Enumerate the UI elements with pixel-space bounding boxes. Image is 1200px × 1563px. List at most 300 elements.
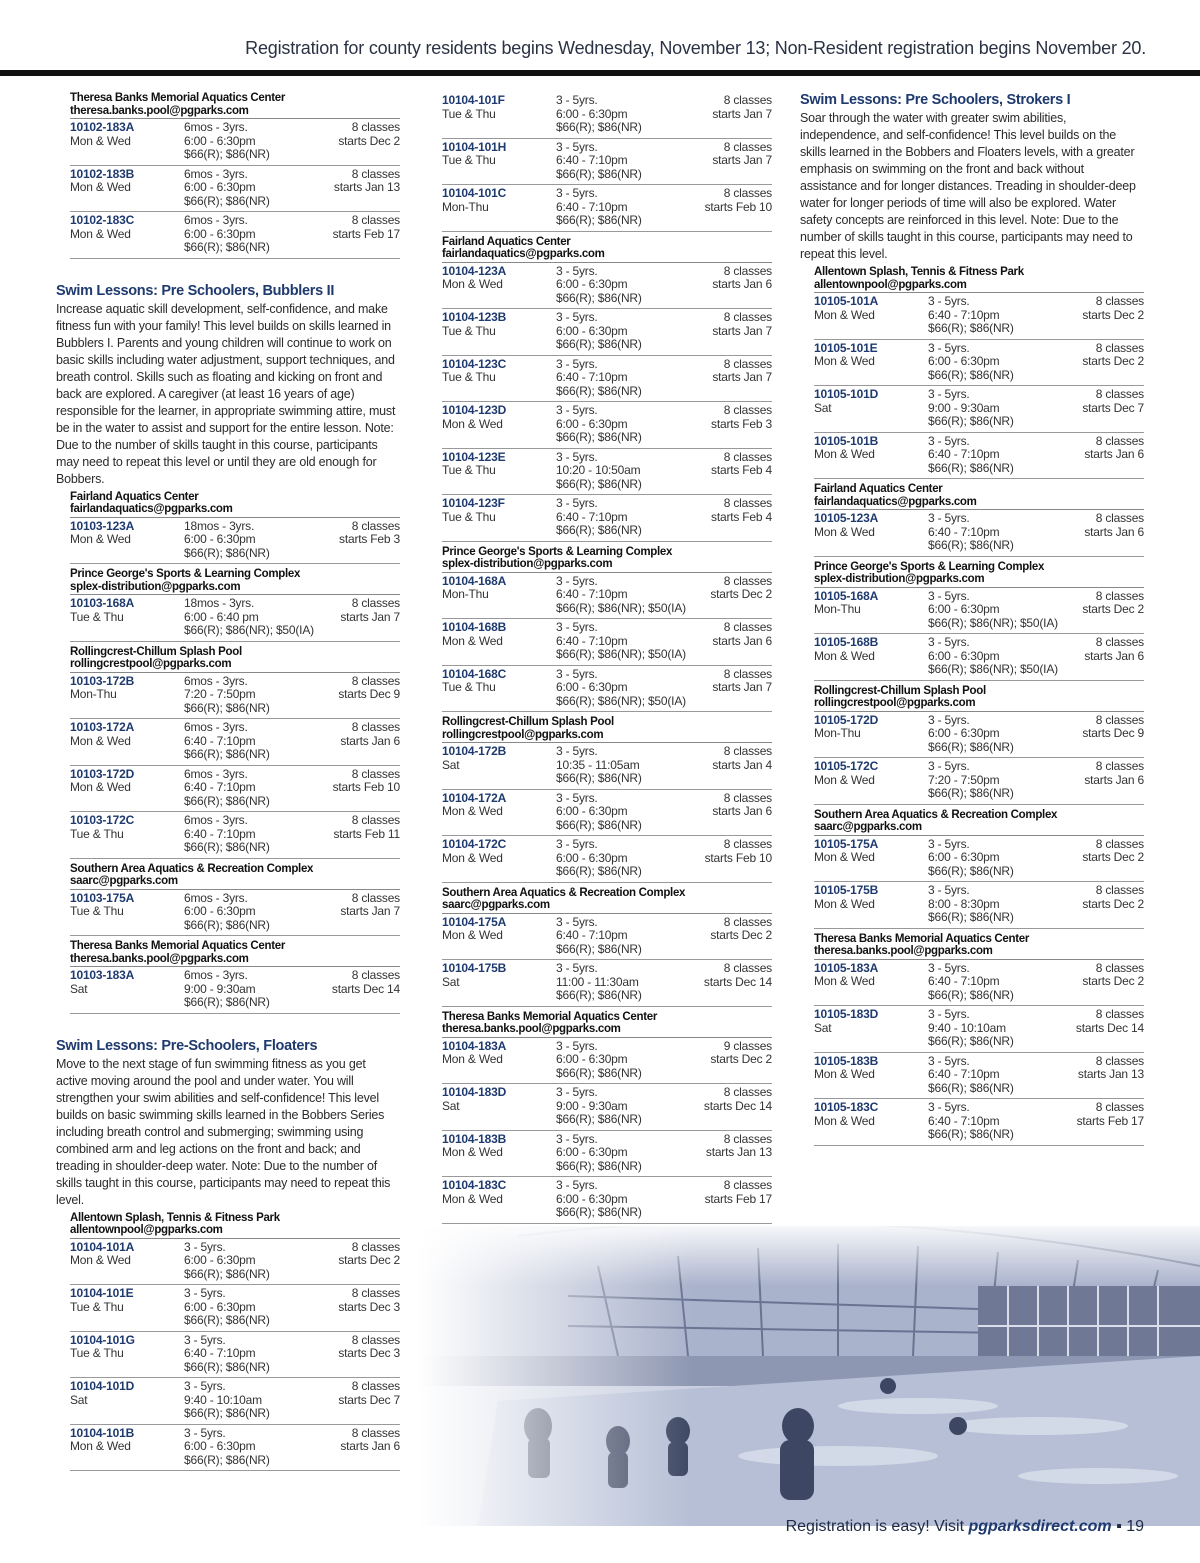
course-days: Mon & Wed (70, 532, 131, 546)
course-time: 6:40 - 7:10pm (928, 1113, 1000, 1128)
course-days: Sat (814, 1020, 832, 1035)
venue-name: Southern Area Aquatics & Recreation Complex (814, 808, 1058, 821)
course-classes: 8 classes (351, 1332, 400, 1347)
course-id-cell (70, 168, 184, 209)
course-row (814, 340, 1144, 387)
venue-email-link[interactable]: fairlandaquatics@pgparks.com (814, 496, 1144, 511)
course-time: 6:40 - 7:10pm (556, 509, 628, 524)
course-id-cell (70, 1380, 184, 1421)
course-id-cell (814, 435, 928, 476)
course-time: 6:00 - 6:30pm (556, 1191, 628, 1206)
course-ages: 3 - 5yrs. (556, 744, 598, 758)
section-description: Move to the next stage of fun swimming fitness as you get active moving around the pool and under water. You will strengthen your swim abilities and self-confidence! This level builds on basic swimming skills learned in the Bobbers Series including breath control and submerging; swimming using combined arm and leg actions on the front and back; and treading in shoulder-deep water. Note: Due to the number of skills taught in this course, participants may need to repeat this level. (56, 1056, 391, 1207)
course-code: 10103-172C (70, 813, 135, 827)
course-details-cell (184, 1287, 338, 1328)
course-ages: 3 - 5yrs. (556, 790, 598, 805)
course-days: Mon-Thu (442, 587, 489, 601)
course-row (70, 595, 400, 642)
course-days: Mon-Thu (814, 726, 861, 740)
course-days: Tue & Thu (442, 323, 496, 338)
venue-name: Rollingcrest-Chillum Splash Pool (442, 716, 614, 728)
course-classes: 8 classes (1095, 836, 1144, 851)
venue-name: Fairland Aquatics Center (70, 490, 199, 503)
course-fee: $66(R); $86(NR); $50(IA) (556, 600, 686, 615)
course-fee: $66(R); $86(NR) (184, 1406, 270, 1420)
course-details-cell (184, 1380, 338, 1421)
course-details-cell (556, 838, 705, 879)
venue-email-link[interactable]: splex-distribution@pgparks.com (70, 581, 400, 596)
course-classes: 8 classes (351, 1425, 400, 1440)
course-row (814, 1099, 1144, 1146)
course-days: Sat (442, 974, 460, 989)
course-start: starts Feb 3 (339, 532, 400, 546)
course-schedule-cell (338, 1334, 400, 1375)
venue-email-link[interactable]: saarc@pgparks.com (442, 899, 772, 914)
course-schedule-cell (334, 168, 400, 209)
course-days: Mon & Wed (442, 1052, 503, 1066)
venue-email-link[interactable]: saarc@pgparks.com (814, 821, 1144, 836)
course-fee: $66(R); $86(NR) (928, 910, 1014, 924)
course-days: Mon & Wed (442, 277, 503, 291)
course-classes: 8 classes (723, 744, 772, 758)
course-schedule-cell (710, 916, 772, 957)
course-row (70, 1332, 400, 1379)
course-start: starts Dec 2 (338, 1253, 400, 1267)
course-start: starts Jan 7 (712, 370, 772, 384)
course-schedule-cell (1082, 295, 1144, 336)
course-code: 10104-175A (442, 914, 507, 929)
course-id-cell (814, 714, 928, 755)
course-code: 10104-123A (442, 263, 507, 278)
course-start: starts Jan 7 (340, 904, 400, 918)
course-code: 10104-172C (442, 837, 507, 851)
course-days: Mon & Wed (814, 447, 875, 461)
course-details-cell (556, 621, 712, 662)
course-time: 6:00 - 6:30pm (928, 726, 1000, 740)
course-classes: 8 classes (351, 518, 400, 533)
course-days: Mon & Wed (814, 524, 875, 539)
course-time: 6:00 - 6:30pm (184, 226, 256, 241)
course-details-cell (556, 575, 710, 616)
venue-email-link[interactable]: fairlandaquatics@pgparks.com (70, 503, 400, 518)
course-ages: 3 - 5yrs. (928, 1100, 970, 1114)
course-fee: $66(R); $86(NR) (928, 1127, 1014, 1141)
course-start: starts Jan 7 (712, 153, 772, 167)
course-days: Mon & Wed (70, 1439, 131, 1453)
course-days: Sat (70, 1392, 88, 1407)
course-id-cell (70, 1241, 184, 1282)
venue-email-link[interactable]: allentownpool@pgparks.com (814, 279, 1144, 294)
course-classes: 8 classes (723, 310, 772, 324)
venue-email-link[interactable]: rollingcrestpool@pgparks.com (814, 697, 1144, 712)
course-classes: 8 classes (723, 403, 772, 417)
course-code: 10105-168B (814, 635, 879, 649)
course-classes: 8 classes (1095, 1100, 1144, 1114)
course-ages: 3 - 5yrs. (928, 294, 970, 308)
course-ages: 6mos - 3yrs. (184, 968, 248, 982)
course-ages: 3 - 5yrs. (556, 93, 598, 107)
course-time: 6:00 - 6:30pm (928, 850, 1000, 864)
course-fee: $66(R); $86(NR) (184, 917, 270, 932)
course-days: Tue & Thu (442, 463, 496, 477)
course-fee: $66(R); $86(NR) (556, 1205, 642, 1219)
course-days: Tue & Thu (70, 826, 124, 841)
course-schedule-cell (704, 962, 772, 1003)
course-days: Mon & Wed (442, 1191, 503, 1206)
course-schedule-cell (712, 94, 772, 135)
footer-website-link[interactable]: pgparksdirect.com (968, 1518, 1112, 1535)
course-fee: $66(R); $86(NR) (556, 817, 642, 832)
course-classes: 8 classes (723, 139, 772, 154)
course-details-cell (556, 1086, 704, 1127)
course-classes: 8 classes (1095, 433, 1144, 448)
course-classes: 8 classes (723, 449, 772, 464)
course-details-cell (184, 597, 340, 638)
course-fee: $66(R); $86(NR) (184, 240, 270, 254)
course-fee: $66(R); $86(NR) (184, 147, 270, 161)
course-start: starts Jan 7 (712, 106, 772, 121)
course-time: 6:00 - 6:30pm (184, 532, 256, 546)
venue-email-link[interactable]: theresa.banks.pool@pgparks.com (814, 945, 1144, 960)
course-id-cell (814, 1055, 928, 1096)
course-code: 10102-183C (70, 213, 135, 227)
venue-email-link[interactable]: theresa.banks.pool@pgparks.com (70, 953, 400, 968)
course-fee: $66(R); $86(NR) (184, 1266, 270, 1281)
course-details-cell (556, 792, 712, 833)
course-code: 10104-123E (442, 449, 506, 464)
program-section (56, 92, 400, 259)
course-details-cell (184, 1427, 340, 1468)
course-ages: 6mos - 3yrs. (184, 813, 248, 827)
course-schedule-cell (1078, 1055, 1144, 1096)
venue-block (442, 546, 772, 713)
course-details-cell (928, 760, 1084, 801)
course-start: starts Feb 10 (704, 199, 772, 214)
course-ages: 3 - 5yrs. (928, 340, 970, 355)
section-title: Swim Lessons: Pre-Schoolers, Floaters (56, 1037, 318, 1054)
course-ages: 3 - 5yrs. (556, 961, 598, 975)
course-row (442, 1177, 772, 1224)
course-fee: $66(R); $86(NR) (928, 739, 1014, 754)
course-days: Tue & Thu (442, 370, 496, 384)
course-days: Tue & Thu (70, 1346, 124, 1360)
course-schedule-cell (705, 187, 772, 228)
course-classes: 8 classes (351, 968, 400, 982)
course-row (442, 666, 772, 713)
course-id-cell (442, 621, 556, 662)
course-fee: $66(R); $86(NR) (556, 213, 642, 227)
course-days: Sat (442, 757, 460, 772)
course-code: 10104-101A (70, 1239, 135, 1254)
course-classes: 8 classes (723, 1085, 772, 1099)
course-row (442, 790, 772, 837)
course-fee: $66(R); $86(NR); $50(IA) (928, 662, 1058, 676)
venue-email-link[interactable]: theresa.banks.pool@pgparks.com (442, 1023, 772, 1038)
course-time: 9:00 - 9:30am (184, 981, 256, 996)
course-row (70, 967, 400, 1014)
course-id-cell (814, 512, 928, 553)
course-time: 6:00 - 6:30pm (556, 804, 628, 818)
venue-block (70, 1212, 400, 1472)
course-ages: 3 - 5yrs. (928, 960, 970, 975)
course-time: 6:40 - 7:10pm (928, 447, 1000, 461)
course-ages: 3 - 5yrs. (928, 836, 970, 851)
course-fee: $66(R); $86(NR) (184, 747, 270, 761)
course-classes: 8 classes (351, 1379, 400, 1393)
course-code: 10103-175A (70, 890, 135, 905)
program-section (56, 1014, 400, 1472)
course-days: Sat (70, 981, 88, 996)
course-days: Mon & Wed (70, 133, 131, 148)
course-fee: $66(R); $86(NR) (556, 1112, 642, 1126)
venue-email-link[interactable]: theresa.banks.pool@pgparks.com (70, 105, 400, 120)
course-classes: 8 classes (351, 1286, 400, 1300)
course-ages: 6mos - 3yrs. (184, 890, 248, 905)
course-code: 10104-101D (70, 1379, 135, 1393)
course-time: 6:00 - 6:30pm (184, 1439, 256, 1453)
course-code: 10103-172B (70, 673, 135, 688)
course-schedule-cell (705, 838, 772, 879)
course-time: 6:00 - 6:30pm (184, 1253, 256, 1267)
course-row (442, 573, 772, 620)
course-classes: 8 classes (723, 356, 772, 371)
venue-email-link[interactable]: saarc@pgparks.com (70, 875, 400, 890)
course-row (70, 812, 400, 859)
course-ages: 3 - 5yrs. (556, 1131, 598, 1146)
venue-email-link[interactable]: allentownpool@pgparks.com (70, 1224, 400, 1239)
course-days: Sat (814, 400, 832, 415)
course-ages: 3 - 5yrs. (556, 139, 598, 154)
course-start: starts Jan 6 (712, 804, 772, 818)
course-schedule-cell (712, 141, 772, 182)
section-title: Swim Lessons: Pre Schoolers, Bubblers II (56, 282, 335, 299)
course-classes: 8 classes (1095, 960, 1144, 975)
course-row (442, 449, 772, 496)
venue-name: Rollingcrest-Chillum Splash Pool (70, 645, 242, 658)
course-code: 10104-101G (70, 1332, 135, 1347)
course-ages: 3 - 5yrs. (184, 1239, 226, 1254)
course-days: Sat (442, 1098, 460, 1113)
venue-block (70, 863, 400, 937)
course-fee: $66(R); $86(NR) (184, 1452, 270, 1467)
venue-email-link[interactable]: splex-distribution@pgparks.com (814, 573, 1144, 588)
course-code: 10104-123D (442, 403, 507, 417)
course-row (70, 212, 400, 259)
course-fee: $66(R); $86(NR) (928, 538, 1014, 552)
course-row (814, 293, 1144, 340)
course-id-cell (442, 838, 556, 879)
course-details-cell (556, 962, 704, 1003)
course-fee: $66(R); $86(NR) (556, 430, 642, 444)
course-classes: 8 classes (1095, 635, 1144, 649)
course-classes: 8 classes (351, 813, 400, 827)
venue-block (70, 646, 400, 859)
course-start: starts Jan 6 (1084, 447, 1144, 461)
course-id-cell (70, 892, 184, 933)
course-classes: 8 classes (1095, 340, 1144, 355)
course-row (442, 356, 772, 403)
course-ages: 3 - 5yrs. (928, 511, 970, 525)
course-start: starts Feb 17 (704, 1191, 772, 1206)
course-code: 10104-101F (442, 93, 505, 107)
course-time: 9:40 - 10:10am (184, 1392, 262, 1407)
course-code: 10104-101B (70, 1425, 135, 1440)
course-classes: 8 classes (723, 837, 772, 851)
course-details-cell (184, 1334, 338, 1375)
course-code: 10105-123A (814, 511, 879, 525)
venue-email-link[interactable]: fairlandaquatics@pgparks.com (442, 248, 772, 263)
course-classes: 8 classes (723, 1178, 772, 1192)
course-time: 6:40 - 7:10pm (184, 780, 256, 794)
course-schedule-cell (332, 969, 400, 1010)
course-row (442, 1131, 772, 1178)
course-ages: 3 - 5yrs. (928, 387, 970, 401)
course-fee: $66(R); $86(NR) (928, 987, 1014, 1002)
course-fee: $66(R); $86(NR) (928, 367, 1014, 382)
course-ages: 3 - 5yrs. (556, 620, 598, 634)
course-classes: 8 classes (723, 263, 772, 278)
course-code: 10105-183D (814, 1007, 879, 1021)
course-ages: 6mos - 3yrs. (184, 120, 248, 134)
venue-block (442, 92, 772, 232)
course-ages: 3 - 5yrs. (928, 1007, 970, 1021)
venue-email-link[interactable]: rollingcrestpool@pgparks.com (70, 658, 400, 673)
course-time: 6:00 - 6:30pm (556, 680, 628, 694)
course-id-cell (442, 1133, 556, 1174)
venue-block (70, 568, 400, 642)
course-schedule-cell (711, 404, 772, 445)
course-code: 10105-183B (814, 1053, 879, 1068)
course-ages: 6mos - 3yrs. (184, 673, 248, 688)
course-start: starts Feb 17 (1076, 1113, 1144, 1128)
venue-name: Theresa Banks Memorial Aquatics Center (442, 1010, 658, 1023)
venue-name: Prince George's Sports & Learning Complex (442, 545, 673, 558)
course-details-cell (184, 121, 338, 162)
course-ages: 3 - 5yrs. (184, 1286, 226, 1300)
program-section (800, 92, 1144, 1146)
course-row (442, 1084, 772, 1131)
program-section (56, 259, 400, 1014)
course-schedule-cell (340, 721, 400, 762)
course-ages: 3 - 5yrs. (556, 263, 598, 278)
course-id-cell (70, 1427, 184, 1468)
course-row (442, 495, 772, 542)
course-row (442, 619, 772, 666)
venue-name: Theresa Banks Memorial Aquatics Center (814, 932, 1030, 945)
course-start: starts Dec 2 (710, 587, 772, 601)
course-row (70, 719, 400, 766)
course-ages: 6mos - 3yrs. (184, 766, 248, 781)
header-rule (0, 70, 1200, 76)
course-start: starts Dec 9 (338, 687, 400, 701)
course-time: 6:40 - 7:10pm (556, 199, 628, 214)
course-days: Mon & Wed (442, 850, 503, 865)
course-code: 10105-101E (814, 340, 878, 355)
course-row (70, 119, 400, 166)
course-time: 9:00 - 9:30am (556, 1098, 628, 1113)
course-start: starts Feb 11 (333, 826, 400, 841)
course-time: 6:40 - 7:10pm (928, 1067, 1000, 1081)
course-days: Tue & Thu (442, 106, 496, 121)
course-id-cell (814, 962, 928, 1003)
course-row (70, 766, 400, 813)
course-start: starts Dec 2 (710, 928, 772, 942)
course-start: starts Dec 2 (1082, 602, 1144, 616)
course-details-cell (928, 295, 1082, 336)
course-code: 10104-183A (442, 1038, 507, 1053)
course-schedule-cell (340, 892, 400, 933)
course-start: starts Dec 7 (1082, 400, 1144, 415)
course-id-cell (442, 668, 556, 709)
course-schedule-cell (1076, 1008, 1144, 1049)
course-days: Tue & Thu (70, 904, 124, 918)
course-time: 6:40 - 7:10pm (184, 1346, 256, 1360)
course-classes: 8 classes (1095, 387, 1144, 401)
course-start: starts Jan 6 (712, 633, 772, 648)
course-details-cell (556, 141, 712, 182)
course-classes: 8 classes (723, 93, 772, 107)
course-code: 10104-175B (442, 961, 507, 975)
course-classes: 8 classes (1095, 294, 1144, 308)
course-details-cell (556, 187, 705, 228)
course-row (442, 1038, 772, 1085)
course-classes: 8 classes (1095, 1053, 1144, 1068)
section-title: Swim Lessons: Pre Schoolers, Strokers I (800, 92, 1071, 108)
course-details-cell (556, 404, 711, 445)
course-ages: 3 - 5yrs. (556, 356, 598, 371)
course-fee: $66(R); $86(NR); $50(IA) (928, 615, 1058, 630)
course-details-cell (556, 1179, 705, 1220)
venue-email-link[interactable]: rollingcrestpool@pgparks.com (442, 729, 772, 744)
course-ages: 6mos - 3yrs. (184, 213, 248, 227)
course-schedule-cell (340, 1427, 400, 1468)
venue-name: Rollingcrest-Chillum Splash Pool (814, 684, 986, 697)
course-time: 6:00 - 6:30pm (556, 106, 628, 121)
course-row (814, 960, 1144, 1007)
course-row (814, 758, 1144, 805)
course-schedule-cell (712, 792, 772, 833)
venue-email-link[interactable]: splex-distribution@pgparks.com (442, 558, 772, 573)
course-time: 6:00 - 6:30pm (556, 1052, 628, 1066)
course-fee: $66(R); $86(NR) (928, 460, 1014, 475)
course-start: starts Dec 9 (1082, 726, 1144, 740)
course-time: 9:40 - 10:10am (928, 1020, 1006, 1035)
course-schedule-cell (711, 497, 772, 538)
course-fee: $66(R); $86(NR); $50(IA) (184, 623, 314, 637)
course-start: starts Feb 4 (711, 509, 772, 524)
course-fee: $66(R); $86(NR) (556, 1065, 642, 1080)
course-time: 6:00 - 6:30pm (184, 133, 256, 148)
venue-block (70, 92, 400, 259)
course-details-cell (928, 1008, 1076, 1049)
course-start: starts Dec 2 (1082, 974, 1144, 988)
course-details-cell (556, 745, 712, 786)
course-id-cell (442, 451, 556, 492)
course-code: 10104-168C (442, 666, 507, 681)
course-days: Mon & Wed (442, 633, 503, 648)
course-classes: 8 classes (351, 766, 400, 781)
course-details-cell (556, 1040, 710, 1081)
course-ages: 3 - 5yrs. (184, 1425, 226, 1440)
course-code: 10104-168B (442, 620, 507, 634)
course-classes: 8 classes (1095, 511, 1144, 525)
course-id-cell (814, 636, 928, 677)
course-start: starts Dec 14 (1075, 1020, 1144, 1035)
course-id-cell (70, 520, 184, 561)
section-description: Increase aquatic skill development, self-confidence, and make fitness fun with your family! This level builds on skills learned in Bubblers I. Parents and young children will continue to work on basic skills including water adjustment, support techniques, and breath control. Skills such as floating and kicking on front and back are explored. A caregiver (at least 16 years of age) responsible for the learner, in appropriate swimming attire, must be in the water to assist and support for the entire lesson. Note: Due to the number of skills taught in this course, participants may need to repeat this level or until they are old enough for Bobbers. (56, 301, 396, 486)
course-fee: $66(R); $86(NR) (556, 290, 642, 305)
course-schedule-cell (333, 214, 400, 255)
